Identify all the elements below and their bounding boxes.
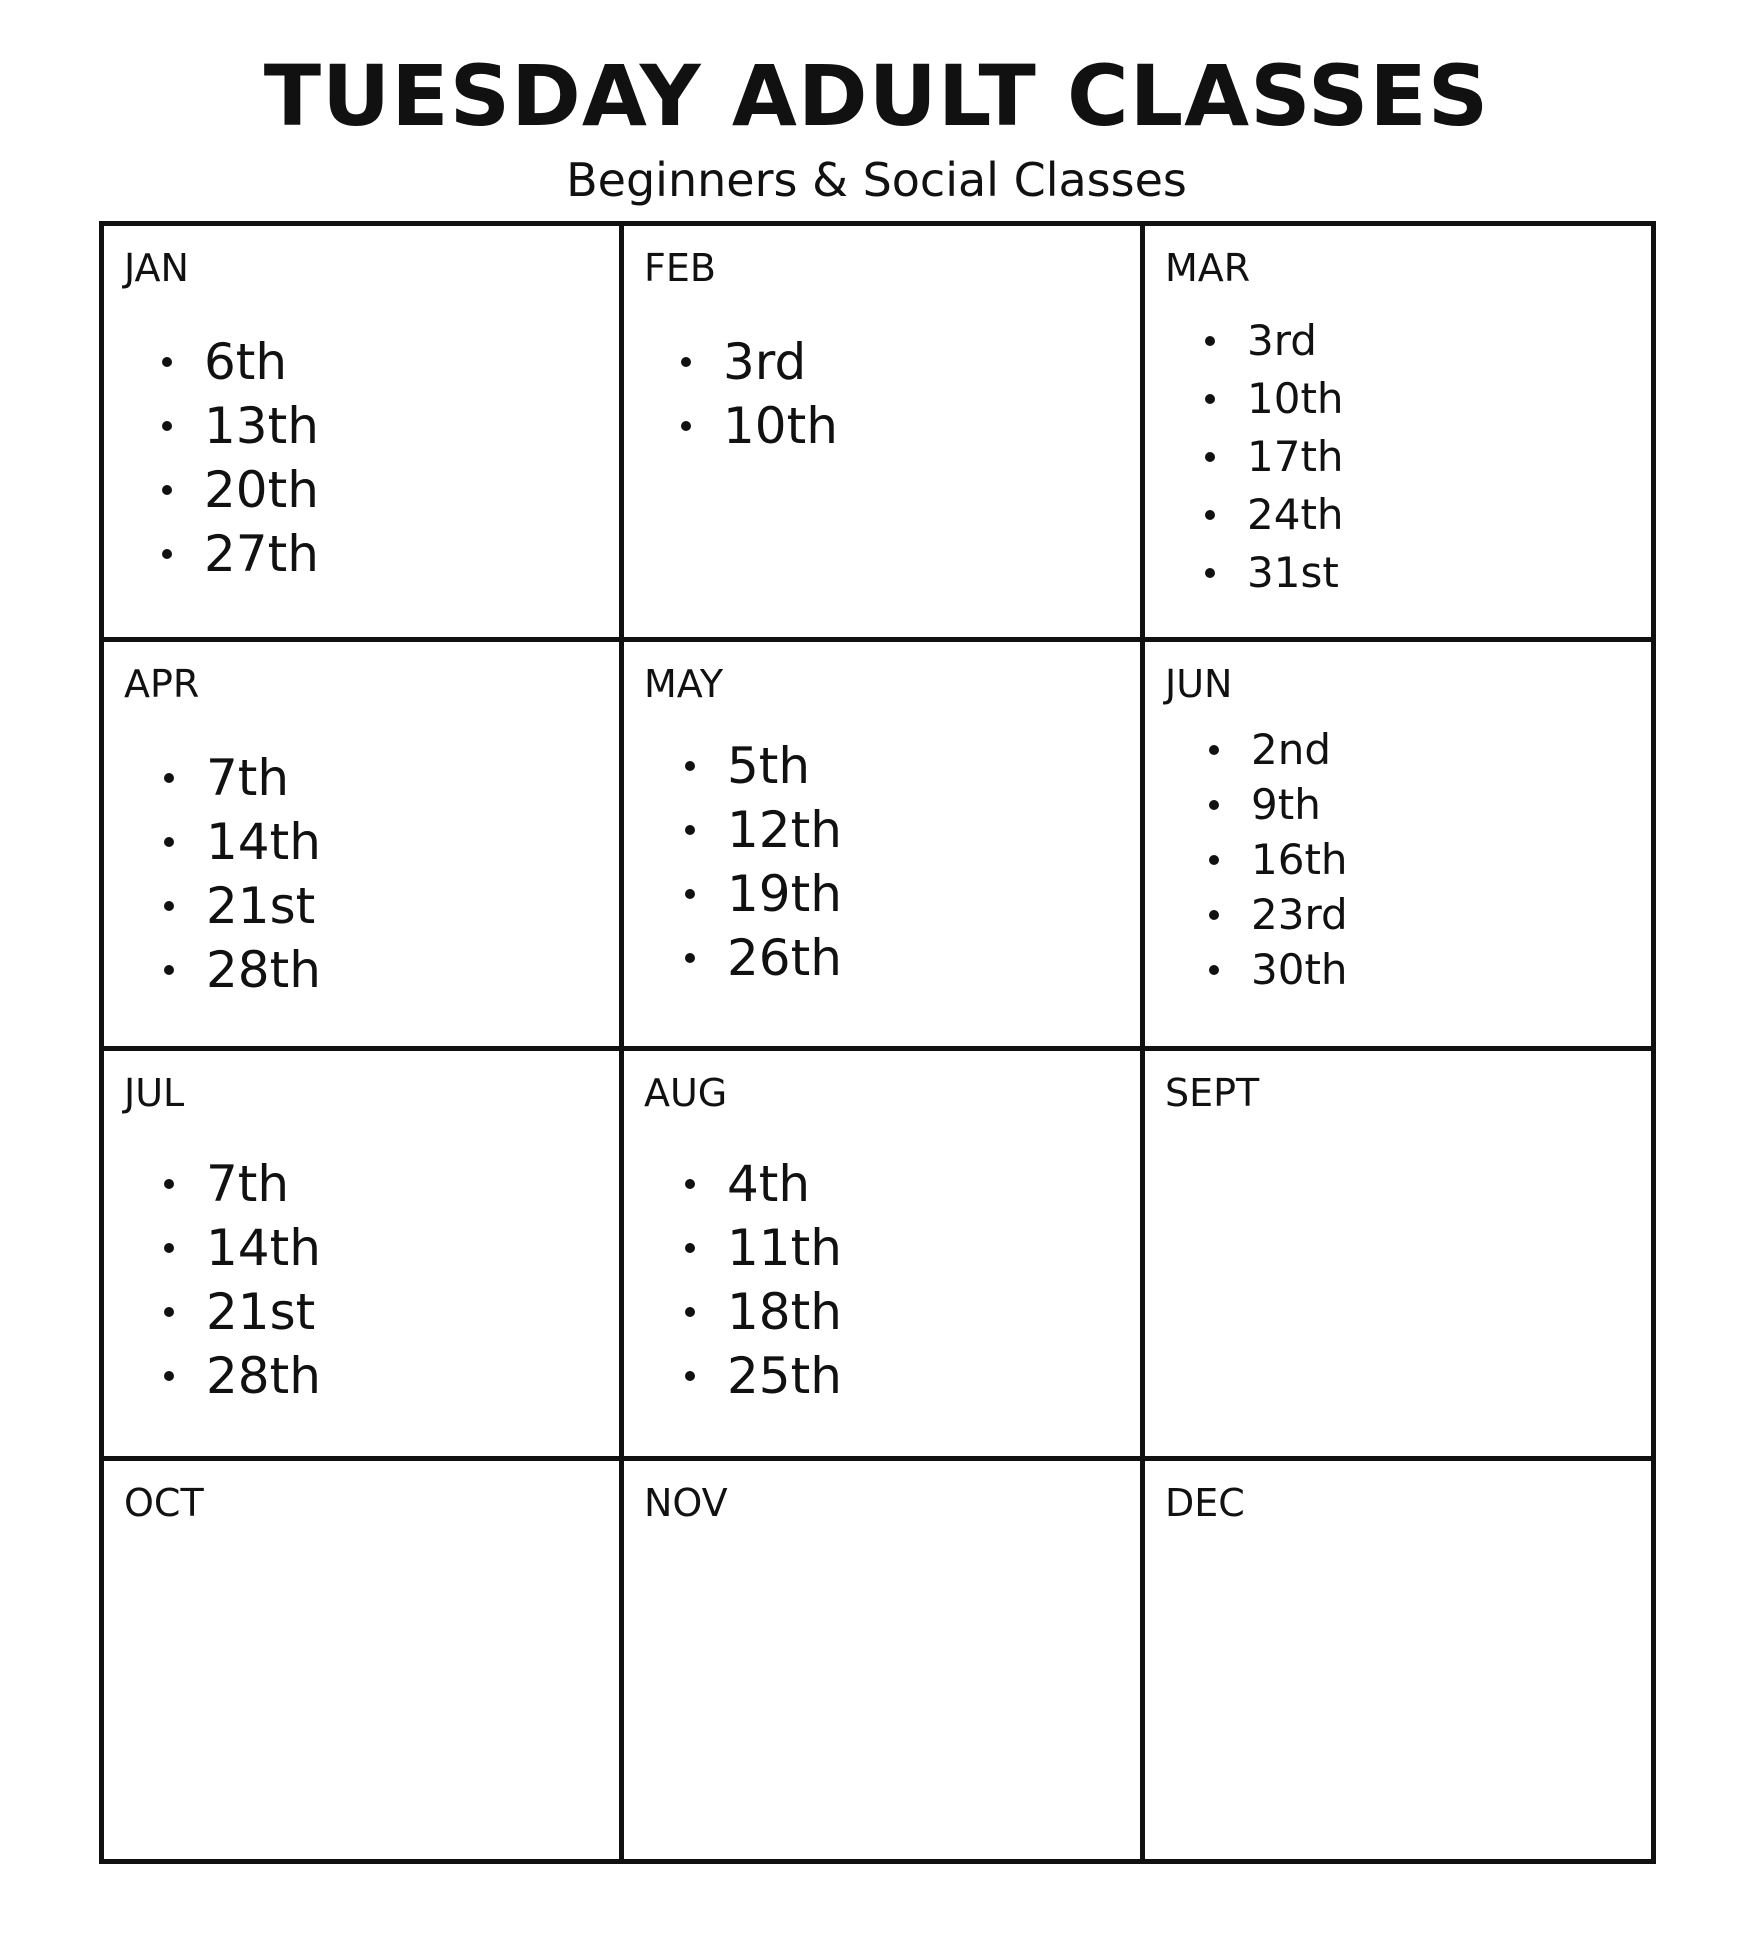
- date-item: 10th: [679, 394, 838, 458]
- month-cell-oct: [104, 1461, 619, 1859]
- month-label-feb: FEB: [644, 246, 716, 290]
- date-item: 28th: [162, 938, 321, 1002]
- month-cell-nov: [624, 1461, 1140, 1859]
- month-cell-dec: [1145, 1461, 1651, 1859]
- date-list-mar: [1203, 312, 1344, 602]
- date-list-aug: [683, 1152, 842, 1408]
- date-item: 17th: [1203, 428, 1344, 486]
- date-item: 26th: [683, 926, 842, 990]
- month-label-aug: AUG: [644, 1071, 728, 1115]
- date-list-feb: [679, 330, 838, 458]
- month-label-mar: MAR: [1165, 246, 1251, 290]
- month-cell-apr: [104, 642, 619, 1046]
- date-item: 30th: [1207, 942, 1348, 997]
- page-subtitle: Beginners & Social Classes: [566, 153, 1187, 207]
- date-item: 3rd: [679, 330, 838, 394]
- month-label-may: MAY: [644, 662, 724, 706]
- date-list-jan: [160, 330, 319, 586]
- month-label-sept: SEPT: [1165, 1071, 1260, 1115]
- date-item: 7th: [162, 746, 321, 810]
- date-item: 5th: [683, 734, 842, 798]
- date-item: 11th: [683, 1216, 842, 1280]
- date-item: 14th: [162, 1216, 321, 1280]
- date-item: 3rd: [1203, 312, 1344, 370]
- date-item: 23rd: [1207, 887, 1348, 942]
- date-item: 9th: [1207, 777, 1348, 832]
- month-cell-jan: [104, 226, 619, 637]
- month-cell-jun: [1145, 642, 1651, 1046]
- date-list-may: [683, 734, 842, 990]
- date-item: 14th: [162, 810, 321, 874]
- month-label-nov: NOV: [644, 1481, 728, 1525]
- date-item: 25th: [683, 1344, 842, 1408]
- month-cell-aug: [624, 1051, 1140, 1456]
- month-cell-may: [624, 642, 1140, 1046]
- month-cell-feb: [624, 226, 1140, 637]
- month-label-jan: JAN: [124, 246, 189, 290]
- date-item: 12th: [683, 798, 842, 862]
- date-item: 31st: [1203, 544, 1344, 602]
- date-item: 21st: [162, 874, 321, 938]
- date-item: 10th: [1203, 370, 1344, 428]
- month-label-apr: APR: [124, 662, 200, 706]
- date-list-jul: [162, 1152, 321, 1408]
- month-label-jul: JUL: [124, 1071, 185, 1115]
- month-label-jun: JUN: [1165, 662, 1233, 706]
- month-label-dec: DEC: [1165, 1481, 1245, 1525]
- date-item: 19th: [683, 862, 842, 926]
- month-cell-mar: [1145, 226, 1651, 637]
- date-item: 20th: [160, 458, 319, 522]
- date-item: 24th: [1203, 486, 1344, 544]
- date-item: 28th: [162, 1344, 321, 1408]
- month-label-oct: OCT: [124, 1481, 204, 1525]
- date-item: 6th: [160, 330, 319, 394]
- date-item: 7th: [162, 1152, 321, 1216]
- month-cell-sept: [1145, 1051, 1651, 1456]
- calendar-grid: [99, 221, 1656, 1864]
- date-list-jun: [1207, 722, 1348, 997]
- date-item: 21st: [162, 1280, 321, 1344]
- date-item: 18th: [683, 1280, 842, 1344]
- date-item: 27th: [160, 522, 319, 586]
- date-item: 13th: [160, 394, 319, 458]
- page-title: TUESDAY ADULT CLASSES: [263, 47, 1490, 145]
- date-list-apr: [162, 746, 321, 1002]
- date-item: 2nd: [1207, 722, 1348, 777]
- month-cell-jul: [104, 1051, 619, 1456]
- date-item: 4th: [683, 1152, 842, 1216]
- date-item: 16th: [1207, 832, 1348, 887]
